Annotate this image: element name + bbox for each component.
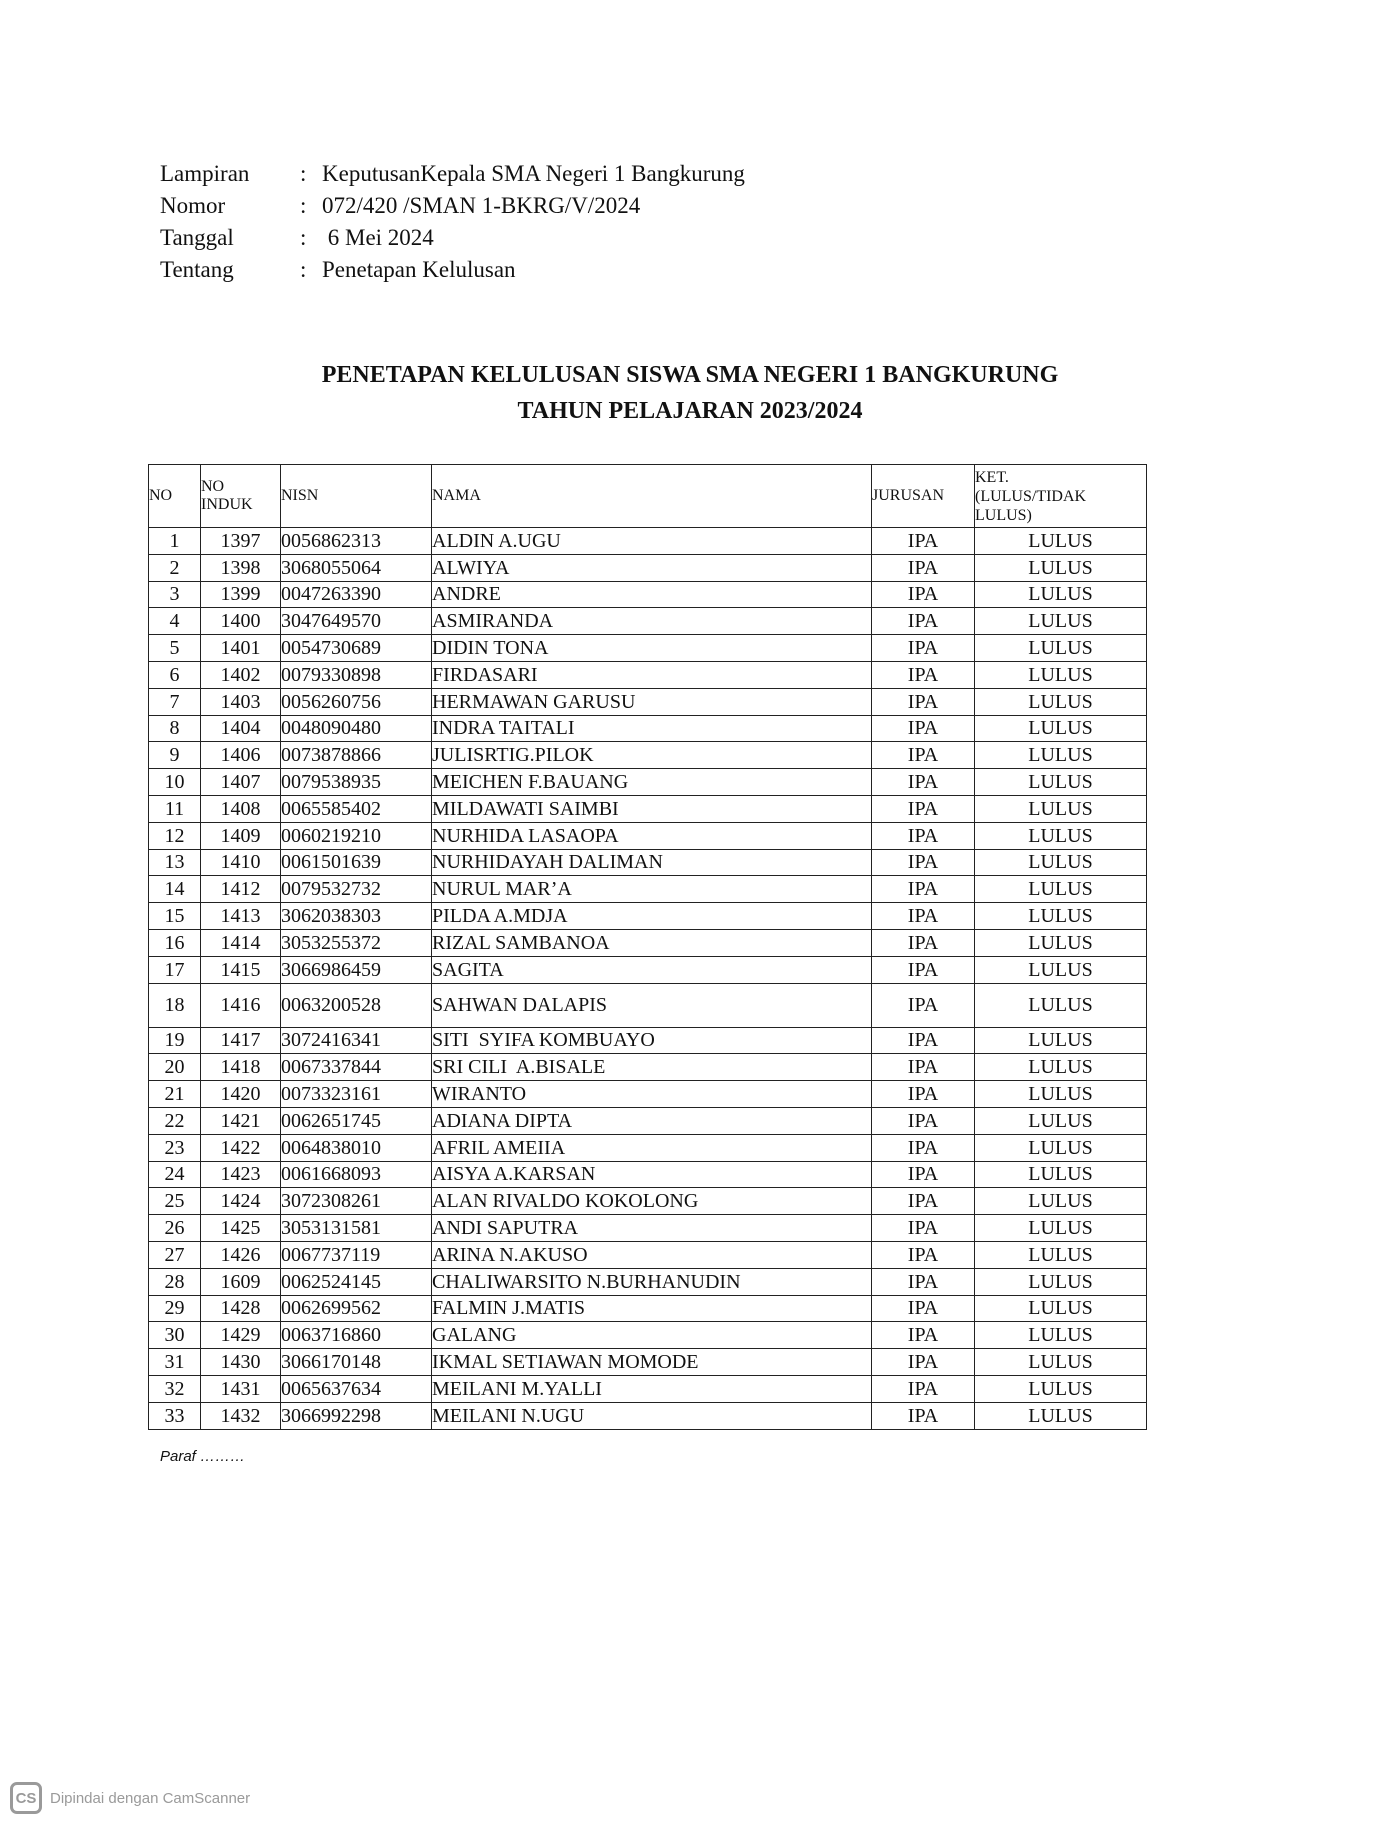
cell-nama: RIZAL SAMBANOA bbox=[432, 929, 872, 956]
cell-nisn: 0064838010 bbox=[281, 1134, 432, 1161]
cell-no: 16 bbox=[149, 929, 201, 956]
table-row bbox=[149, 769, 1147, 796]
cell-no: 6 bbox=[149, 661, 201, 688]
cell-nama: FALMIN J.MATIS bbox=[432, 1295, 872, 1322]
cell-jurusan: IPA bbox=[872, 1241, 975, 1268]
cell-keterangan: LULUS bbox=[975, 1081, 1147, 1108]
cell-keterangan: LULUS bbox=[975, 1375, 1147, 1402]
cell-no: 26 bbox=[149, 1215, 201, 1242]
cell-nama: MEICHEN F.BAUANG bbox=[432, 769, 872, 796]
column-header-nisn: NISN bbox=[281, 465, 432, 528]
table-row bbox=[149, 608, 1147, 635]
cell-keterangan: LULUS bbox=[975, 1161, 1147, 1188]
cell-keterangan: LULUS bbox=[975, 635, 1147, 662]
table-row bbox=[149, 688, 1147, 715]
cell-jurusan: IPA bbox=[872, 1402, 975, 1429]
cell-nama: NURHIDAYAH DALIMAN bbox=[432, 849, 872, 876]
cell-jurusan: IPA bbox=[872, 528, 975, 555]
cell-no: 17 bbox=[149, 956, 201, 983]
column-header-no-induk bbox=[201, 465, 281, 528]
header-separator: : bbox=[300, 225, 307, 250]
cell-jurusan: IPA bbox=[872, 608, 975, 635]
cell-jurusan: IPA bbox=[872, 795, 975, 822]
cell-jurusan: IPA bbox=[872, 742, 975, 769]
table-row bbox=[149, 822, 1147, 849]
title-line-1: PENETAPAN KELULUSAN SISWA SMA NEGERI 1 BANGKURUNG bbox=[321, 362, 1059, 388]
cell-no-induk: 1421 bbox=[201, 1107, 281, 1134]
table-row bbox=[149, 1322, 1147, 1349]
cell-keterangan: LULUS bbox=[975, 661, 1147, 688]
table-row bbox=[149, 1295, 1147, 1322]
table-row bbox=[149, 929, 1147, 956]
cell-no-induk: 1397 bbox=[201, 528, 281, 555]
cell-nama: GALANG bbox=[432, 1322, 872, 1349]
cell-jurusan: IPA bbox=[872, 849, 975, 876]
cell-no-induk: 1423 bbox=[201, 1161, 281, 1188]
header-label: Tentang bbox=[160, 257, 234, 282]
cell-nama: ARINA N.AKUSO bbox=[432, 1241, 872, 1268]
table-row bbox=[149, 635, 1147, 662]
cell-nisn: 3072416341 bbox=[281, 1027, 432, 1054]
header-separator: : bbox=[300, 257, 307, 282]
cell-nisn: 0062651745 bbox=[281, 1107, 432, 1134]
cell-keterangan: LULUS bbox=[975, 983, 1147, 1027]
cell-nama: ANDRE bbox=[432, 581, 872, 608]
cell-nama: SAGITA bbox=[432, 956, 872, 983]
cell-no: 33 bbox=[149, 1402, 201, 1429]
table-row bbox=[149, 1188, 1147, 1215]
cell-keterangan: LULUS bbox=[975, 1402, 1147, 1429]
cell-no: 8 bbox=[149, 715, 201, 742]
cell-no: 19 bbox=[149, 1027, 201, 1054]
cell-nisn: 0061501639 bbox=[281, 849, 432, 876]
cell-no: 2 bbox=[149, 554, 201, 581]
cell-no: 12 bbox=[149, 822, 201, 849]
cell-jurusan: IPA bbox=[872, 581, 975, 608]
cell-no: 32 bbox=[149, 1375, 201, 1402]
column-header-no: NO bbox=[149, 465, 201, 528]
column-header-nama: NAMA bbox=[432, 465, 872, 528]
cell-nisn: 0063200528 bbox=[281, 983, 432, 1027]
cell-keterangan: LULUS bbox=[975, 1322, 1147, 1349]
cell-keterangan: LULUS bbox=[975, 1188, 1147, 1215]
cell-jurusan: IPA bbox=[872, 929, 975, 956]
cell-no: 23 bbox=[149, 1134, 201, 1161]
table-row bbox=[149, 554, 1147, 581]
header-value: 072/420 /SMAN 1-BKRG/V/2024 bbox=[322, 193, 641, 218]
cell-jurusan: IPA bbox=[872, 1295, 975, 1322]
cell-jurusan: IPA bbox=[872, 661, 975, 688]
cell-keterangan: LULUS bbox=[975, 1054, 1147, 1081]
cell-no: 29 bbox=[149, 1295, 201, 1322]
cell-nisn: 3053131581 bbox=[281, 1215, 432, 1242]
cell-nama: AFRIL AMEIIA bbox=[432, 1134, 872, 1161]
cell-nisn: 0079532732 bbox=[281, 876, 432, 903]
graduation-table bbox=[148, 464, 1147, 1430]
cell-nisn: 0063716860 bbox=[281, 1322, 432, 1349]
cell-nisn: 0073878866 bbox=[281, 742, 432, 769]
cell-keterangan: LULUS bbox=[975, 608, 1147, 635]
cell-nisn: 0048090480 bbox=[281, 715, 432, 742]
header-label: Lampiran bbox=[160, 161, 250, 186]
header-label: Tanggal bbox=[160, 225, 234, 250]
cell-no-induk: 1399 bbox=[201, 581, 281, 608]
cell-nisn: 0065637634 bbox=[281, 1375, 432, 1402]
header-separator: : bbox=[300, 161, 307, 186]
cell-keterangan: LULUS bbox=[975, 956, 1147, 983]
cell-jurusan: IPA bbox=[872, 1107, 975, 1134]
cell-keterangan: LULUS bbox=[975, 715, 1147, 742]
cell-nisn: 0065585402 bbox=[281, 795, 432, 822]
table-row bbox=[149, 795, 1147, 822]
cell-no: 1 bbox=[149, 528, 201, 555]
cell-nisn: 0062524145 bbox=[281, 1268, 432, 1295]
cell-jurusan: IPA bbox=[872, 1268, 975, 1295]
cell-jurusan: IPA bbox=[872, 1134, 975, 1161]
table-row bbox=[149, 956, 1147, 983]
table-row bbox=[149, 742, 1147, 769]
cell-nama: HERMAWAN GARUSU bbox=[432, 688, 872, 715]
cell-nisn: 0061668093 bbox=[281, 1161, 432, 1188]
cell-no-induk: 1416 bbox=[201, 983, 281, 1027]
cell-no-induk: 1401 bbox=[201, 635, 281, 662]
table-row bbox=[149, 1107, 1147, 1134]
cell-nisn: 3072308261 bbox=[281, 1188, 432, 1215]
cell-no: 4 bbox=[149, 608, 201, 635]
cell-no: 7 bbox=[149, 688, 201, 715]
cell-no-induk: 1407 bbox=[201, 769, 281, 796]
cell-no-induk: 1404 bbox=[201, 715, 281, 742]
cell-no: 14 bbox=[149, 876, 201, 903]
cell-nisn: 0056862313 bbox=[281, 528, 432, 555]
cell-no: 27 bbox=[149, 1241, 201, 1268]
cell-no: 13 bbox=[149, 849, 201, 876]
table-row bbox=[149, 1027, 1147, 1054]
cell-nama: INDRA TAITALI bbox=[432, 715, 872, 742]
cell-no: 21 bbox=[149, 1081, 201, 1108]
cell-nisn: 0047263390 bbox=[281, 581, 432, 608]
cell-nisn: 3062038303 bbox=[281, 903, 432, 930]
cell-no: 9 bbox=[149, 742, 201, 769]
cell-nisn: 3066986459 bbox=[281, 956, 432, 983]
cell-nama: SAHWAN DALAPIS bbox=[432, 983, 872, 1027]
cell-no-induk: 1418 bbox=[201, 1054, 281, 1081]
cell-no-induk: 1400 bbox=[201, 608, 281, 635]
cell-jurusan: IPA bbox=[872, 554, 975, 581]
attachment-header bbox=[160, 158, 745, 286]
table-row bbox=[149, 1134, 1147, 1161]
cell-nisn: 0073323161 bbox=[281, 1081, 432, 1108]
document-title bbox=[0, 357, 1380, 429]
camscanner-logo-icon: CS bbox=[10, 1782, 42, 1814]
cell-nama: MEILANI N.UGU bbox=[432, 1402, 872, 1429]
table-row bbox=[149, 1215, 1147, 1242]
cell-no-induk: 1422 bbox=[201, 1134, 281, 1161]
table-row bbox=[149, 983, 1147, 1027]
cell-nisn: 3047649570 bbox=[281, 608, 432, 635]
cell-keterangan: LULUS bbox=[975, 581, 1147, 608]
cell-keterangan: LULUS bbox=[975, 1268, 1147, 1295]
cell-no: 22 bbox=[149, 1107, 201, 1134]
cell-nisn: 0056260756 bbox=[281, 688, 432, 715]
cell-keterangan: LULUS bbox=[975, 1134, 1147, 1161]
table-row bbox=[149, 1268, 1147, 1295]
cell-nisn: 0060219210 bbox=[281, 822, 432, 849]
header-row-nomor bbox=[160, 190, 745, 222]
table-header-row bbox=[149, 465, 1147, 528]
table-row bbox=[149, 1375, 1147, 1402]
cell-no-induk: 1402 bbox=[201, 661, 281, 688]
header-text-line: KET. bbox=[975, 468, 1009, 486]
header-row-tanggal bbox=[160, 222, 745, 254]
cell-keterangan: LULUS bbox=[975, 742, 1147, 769]
cell-no-induk: 1406 bbox=[201, 742, 281, 769]
cell-nisn: 3066992298 bbox=[281, 1402, 432, 1429]
cell-nisn: 3068055064 bbox=[281, 554, 432, 581]
cell-nama: SITI SYIFA KOMBUAYO bbox=[432, 1027, 872, 1054]
cell-no: 5 bbox=[149, 635, 201, 662]
cell-keterangan: LULUS bbox=[975, 769, 1147, 796]
cell-no: 25 bbox=[149, 1188, 201, 1215]
table-row bbox=[149, 528, 1147, 555]
cell-keterangan: LULUS bbox=[975, 688, 1147, 715]
table-row bbox=[149, 1241, 1147, 1268]
cell-no: 15 bbox=[149, 903, 201, 930]
camscanner-watermark bbox=[10, 1782, 250, 1814]
cell-nisn: 0079330898 bbox=[281, 661, 432, 688]
cell-jurusan: IPA bbox=[872, 1215, 975, 1242]
column-header-keterangan bbox=[975, 465, 1147, 528]
cell-no-induk: 1398 bbox=[201, 554, 281, 581]
cell-nama: MEILANI M.YALLI bbox=[432, 1375, 872, 1402]
cell-no-induk: 1429 bbox=[201, 1322, 281, 1349]
cell-nama: NURUL MAR’A bbox=[432, 876, 872, 903]
cell-no-induk: 1408 bbox=[201, 795, 281, 822]
cell-keterangan: LULUS bbox=[975, 876, 1147, 903]
cell-no-induk: 1414 bbox=[201, 929, 281, 956]
cell-keterangan: LULUS bbox=[975, 528, 1147, 555]
cell-jurusan: IPA bbox=[872, 876, 975, 903]
cell-no-induk: 1426 bbox=[201, 1241, 281, 1268]
cell-jurusan: IPA bbox=[872, 769, 975, 796]
cell-jurusan: IPA bbox=[872, 983, 975, 1027]
cell-no: 28 bbox=[149, 1268, 201, 1295]
cell-no: 31 bbox=[149, 1349, 201, 1376]
cell-no-induk: 1425 bbox=[201, 1215, 281, 1242]
cell-no-induk: 1420 bbox=[201, 1081, 281, 1108]
cell-keterangan: LULUS bbox=[975, 554, 1147, 581]
cell-nama: FIRDASARI bbox=[432, 661, 872, 688]
table-row bbox=[149, 1349, 1147, 1376]
cell-jurusan: IPA bbox=[872, 822, 975, 849]
cell-nisn: 0062699562 bbox=[281, 1295, 432, 1322]
cell-no-induk: 1410 bbox=[201, 849, 281, 876]
cell-keterangan: LULUS bbox=[975, 1295, 1147, 1322]
header-value: Penetapan Kelulusan bbox=[322, 257, 516, 282]
cell-no-induk: 1403 bbox=[201, 688, 281, 715]
cell-no-induk: 1424 bbox=[201, 1188, 281, 1215]
cell-no: 30 bbox=[149, 1322, 201, 1349]
table-row bbox=[149, 581, 1147, 608]
cell-no: 10 bbox=[149, 769, 201, 796]
cell-nama: ALDIN A.UGU bbox=[432, 528, 872, 555]
cell-no-induk: 1430 bbox=[201, 1349, 281, 1376]
table-row bbox=[149, 1161, 1147, 1188]
cell-no-induk: 1409 bbox=[201, 822, 281, 849]
header-value: KeputusanKepala SMA Negeri 1 Bangkurung bbox=[322, 161, 745, 186]
column-header-jurusan: JURUSAN bbox=[872, 465, 975, 528]
cell-nama: NURHIDA LASAOPA bbox=[432, 822, 872, 849]
cell-keterangan: LULUS bbox=[975, 903, 1147, 930]
cell-no-induk: 1432 bbox=[201, 1402, 281, 1429]
cell-no: 18 bbox=[149, 983, 201, 1027]
header-text-line: NO bbox=[201, 478, 225, 495]
table-body bbox=[149, 528, 1147, 1430]
cell-nama: JULISRTIG.PILOK bbox=[432, 742, 872, 769]
cell-no-induk: 1417 bbox=[201, 1027, 281, 1054]
cell-keterangan: LULUS bbox=[975, 822, 1147, 849]
header-text-line: INDUK bbox=[201, 496, 253, 513]
cell-jurusan: IPA bbox=[872, 1081, 975, 1108]
cell-nisn: 0079538935 bbox=[281, 769, 432, 796]
cell-nisn: 0067337844 bbox=[281, 1054, 432, 1081]
cell-nama: WIRANTO bbox=[432, 1081, 872, 1108]
header-text-line: LULUS) bbox=[975, 506, 1032, 524]
header-row-lampiran bbox=[160, 158, 745, 190]
cell-keterangan: LULUS bbox=[975, 1027, 1147, 1054]
cell-no-induk: 1413 bbox=[201, 903, 281, 930]
table-row bbox=[149, 849, 1147, 876]
cell-jurusan: IPA bbox=[872, 1054, 975, 1081]
cell-jurusan: IPA bbox=[872, 1027, 975, 1054]
cell-nisn: 0067737119 bbox=[281, 1241, 432, 1268]
cell-no: 11 bbox=[149, 795, 201, 822]
title-line-2: TAHUN PELAJARAN 2023/2024 bbox=[517, 398, 863, 424]
cell-no: 24 bbox=[149, 1161, 201, 1188]
cell-nama: ALWIYA bbox=[432, 554, 872, 581]
cell-jurusan: IPA bbox=[872, 1188, 975, 1215]
cell-nama: CHALIWARSITO N.BURHANUDIN bbox=[432, 1268, 872, 1295]
cell-nisn: 3066170148 bbox=[281, 1349, 432, 1376]
cell-keterangan: LULUS bbox=[975, 849, 1147, 876]
paraf-note: Paraf ……… bbox=[160, 1448, 246, 1465]
cell-keterangan: LULUS bbox=[975, 1107, 1147, 1134]
cell-no-induk: 1431 bbox=[201, 1375, 281, 1402]
cell-nama: MILDAWATI SAIMBI bbox=[432, 795, 872, 822]
cell-jurusan: IPA bbox=[872, 1349, 975, 1376]
cell-keterangan: LULUS bbox=[975, 795, 1147, 822]
cell-jurusan: IPA bbox=[872, 715, 975, 742]
cell-nama: SRI CILI A.BISALE bbox=[432, 1054, 872, 1081]
cell-nama: ALAN RIVALDO KOKOLONG bbox=[432, 1188, 872, 1215]
header-label: Nomor bbox=[160, 193, 226, 218]
cell-jurusan: IPA bbox=[872, 688, 975, 715]
table-row bbox=[149, 1402, 1147, 1429]
table-row bbox=[149, 1054, 1147, 1081]
cell-nama: ASMIRANDA bbox=[432, 608, 872, 635]
watermark-text: Dipindai dengan CamScanner bbox=[50, 1789, 251, 1807]
cell-keterangan: LULUS bbox=[975, 1241, 1147, 1268]
cell-no-induk: 1412 bbox=[201, 876, 281, 903]
cell-no-induk: 1415 bbox=[201, 956, 281, 983]
header-text-line: (LULUS/TIDAK bbox=[975, 487, 1087, 505]
table-row bbox=[149, 661, 1147, 688]
cell-nama: ANDI SAPUTRA bbox=[432, 1215, 872, 1242]
cell-keterangan: LULUS bbox=[975, 1215, 1147, 1242]
cell-nama: ADIANA DIPTA bbox=[432, 1107, 872, 1134]
cell-nama: PILDA A.MDJA bbox=[432, 903, 872, 930]
cell-nama: AISYA A.KARSAN bbox=[432, 1161, 872, 1188]
cell-nisn: 0054730689 bbox=[281, 635, 432, 662]
cell-nisn: 3053255372 bbox=[281, 929, 432, 956]
cell-keterangan: LULUS bbox=[975, 929, 1147, 956]
cell-jurusan: IPA bbox=[872, 956, 975, 983]
cell-no: 20 bbox=[149, 1054, 201, 1081]
header-value: 6 Mei 2024 bbox=[322, 225, 434, 250]
cell-jurusan: IPA bbox=[872, 635, 975, 662]
header-row-tentang bbox=[160, 254, 745, 286]
cell-jurusan: IPA bbox=[872, 903, 975, 930]
table-row bbox=[149, 1081, 1147, 1108]
cell-jurusan: IPA bbox=[872, 1161, 975, 1188]
cell-no-induk: 1428 bbox=[201, 1295, 281, 1322]
cell-jurusan: IPA bbox=[872, 1322, 975, 1349]
table-row bbox=[149, 903, 1147, 930]
cell-jurusan: IPA bbox=[872, 1375, 975, 1402]
cell-no-induk: 1609 bbox=[201, 1268, 281, 1295]
header-separator: : bbox=[300, 193, 307, 218]
table-row bbox=[149, 715, 1147, 742]
cell-nama: IKMAL SETIAWAN MOMODE bbox=[432, 1349, 872, 1376]
cell-nama: DIDIN TONA bbox=[432, 635, 872, 662]
table-row bbox=[149, 876, 1147, 903]
cell-keterangan: LULUS bbox=[975, 1349, 1147, 1376]
cell-no: 3 bbox=[149, 581, 201, 608]
